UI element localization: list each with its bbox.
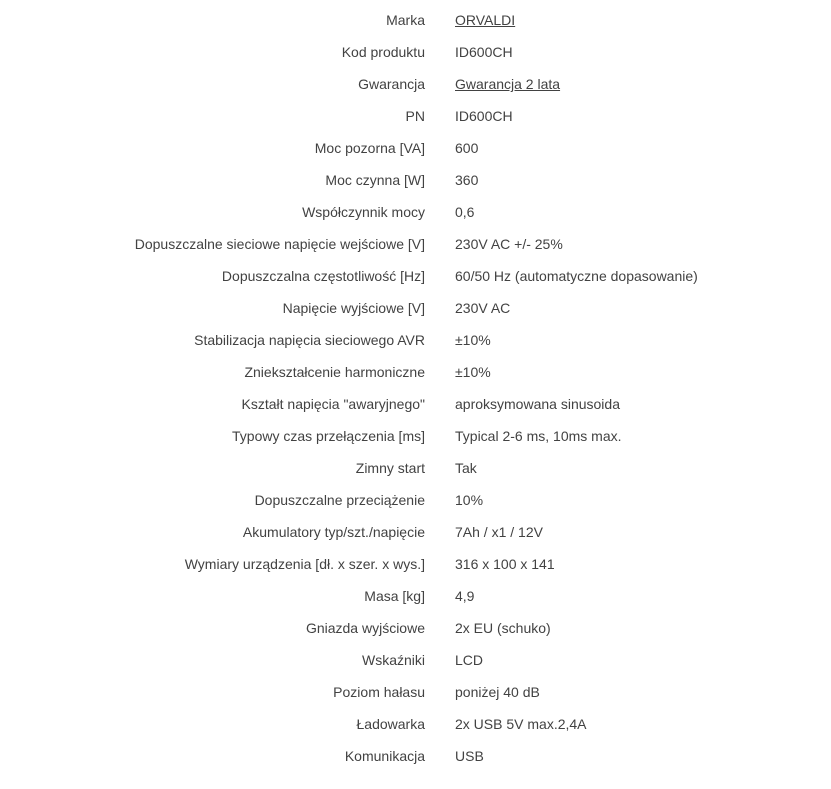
- spec-value: ID600CH: [455, 44, 513, 60]
- spec-row: [0, 420, 831, 452]
- spec-row: [0, 740, 831, 772]
- spec-row: [0, 292, 831, 324]
- spec-label: Stabilizacja napięcia sieciowego AVR: [194, 332, 425, 348]
- spec-value-link[interactable]: Gwarancja 2 lata: [455, 76, 561, 92]
- spec-row: [0, 708, 831, 740]
- spec-label: Ładowarka: [356, 716, 425, 732]
- spec-row: [0, 132, 831, 164]
- spec-value: 600: [455, 140, 479, 156]
- spec-value: 360: [455, 172, 479, 188]
- spec-value: 4,9: [455, 588, 475, 604]
- spec-value: 2x EU (schuko): [455, 620, 551, 636]
- spec-row: [0, 452, 831, 484]
- spec-row: [0, 36, 831, 68]
- spec-value: 2x USB 5V max.2,4A: [455, 716, 587, 732]
- spec-value: Typical 2-6 ms, 10ms max.: [455, 428, 622, 444]
- spec-row: [0, 164, 831, 196]
- spec-row: [0, 548, 831, 580]
- spec-value: aproksymowana sinusoida: [455, 396, 620, 412]
- spec-value: LCD: [455, 652, 484, 668]
- spec-row: [0, 516, 831, 548]
- spec-row: [0, 196, 831, 228]
- spec-label: Masa [kg]: [364, 588, 425, 604]
- spec-label: Gniazda wyjściowe: [305, 620, 425, 636]
- spec-row: [0, 356, 831, 388]
- spec-row: [0, 260, 831, 292]
- spec-row: [0, 388, 831, 420]
- spec-label: Napięcie wyjściowe [V]: [282, 300, 425, 316]
- spec-row: [0, 228, 831, 260]
- spec-label: Dopuszczalne przeciążenie: [254, 492, 425, 508]
- spec-row: [0, 612, 831, 644]
- spec-label: Współczynnik mocy: [302, 204, 425, 220]
- spec-value: 0,6: [455, 204, 475, 220]
- spec-row: [0, 676, 831, 708]
- spec-value: ±10%: [455, 364, 491, 380]
- spec-value: Tak: [455, 460, 477, 476]
- spec-value: ±10%: [455, 332, 491, 348]
- spec-value: USB: [455, 748, 484, 764]
- spec-label: Dopuszczalna częstotliwość [Hz]: [221, 268, 425, 284]
- spec-label: PN: [405, 108, 425, 124]
- spec-label: Dopuszczalne sieciowe napięcie wejściowe [V]: [134, 236, 425, 252]
- spec-value: poniżej 40 dB: [455, 684, 540, 700]
- spec-label: Komunikacja: [344, 748, 425, 764]
- spec-label: Poziom hałasu: [333, 684, 425, 700]
- spec-row: [0, 4, 831, 36]
- spec-label: Typowy czas przełączenia [ms]: [232, 428, 425, 444]
- spec-row: [0, 100, 831, 132]
- spec-row: [0, 580, 831, 612]
- spec-value: 316 x 100 x 141: [455, 556, 555, 572]
- spec-label: Zniekształcenie harmoniczne: [244, 364, 425, 380]
- spec-label: Gwarancja: [358, 76, 425, 92]
- spec-label: Wskaźniki: [361, 652, 425, 668]
- spec-value: 10%: [455, 492, 484, 508]
- spec-label: Moc pozorna [VA]: [314, 140, 425, 156]
- spec-label: Wymiary urządzenia [dł. x szer. x wys.]: [184, 556, 425, 572]
- spec-value: 230V AC: [455, 300, 511, 316]
- spec-label: Kod produktu: [341, 44, 425, 60]
- spec-value: ID600CH: [455, 108, 513, 124]
- spec-value: 60/50 Hz (automatyczne dopasowanie): [455, 268, 698, 284]
- spec-label: Akumulatory typ/szt./napięcie: [242, 524, 425, 540]
- spec-label: Moc czynna [W]: [325, 172, 425, 188]
- spec-row: [0, 68, 831, 100]
- spec-label: Kształt napięcia "awaryjnego": [241, 396, 425, 412]
- spec-value: 230V AC +/- 25%: [455, 236, 563, 252]
- spec-row: [0, 324, 831, 356]
- spec-row: [0, 484, 831, 516]
- spec-label: Zimny start: [355, 460, 425, 476]
- spec-label: Marka: [386, 12, 425, 28]
- spec-value-link[interactable]: ORVALDI: [455, 12, 516, 28]
- spec-row: [0, 644, 831, 676]
- spec-value: 7Ah / x1 / 12V: [455, 524, 543, 540]
